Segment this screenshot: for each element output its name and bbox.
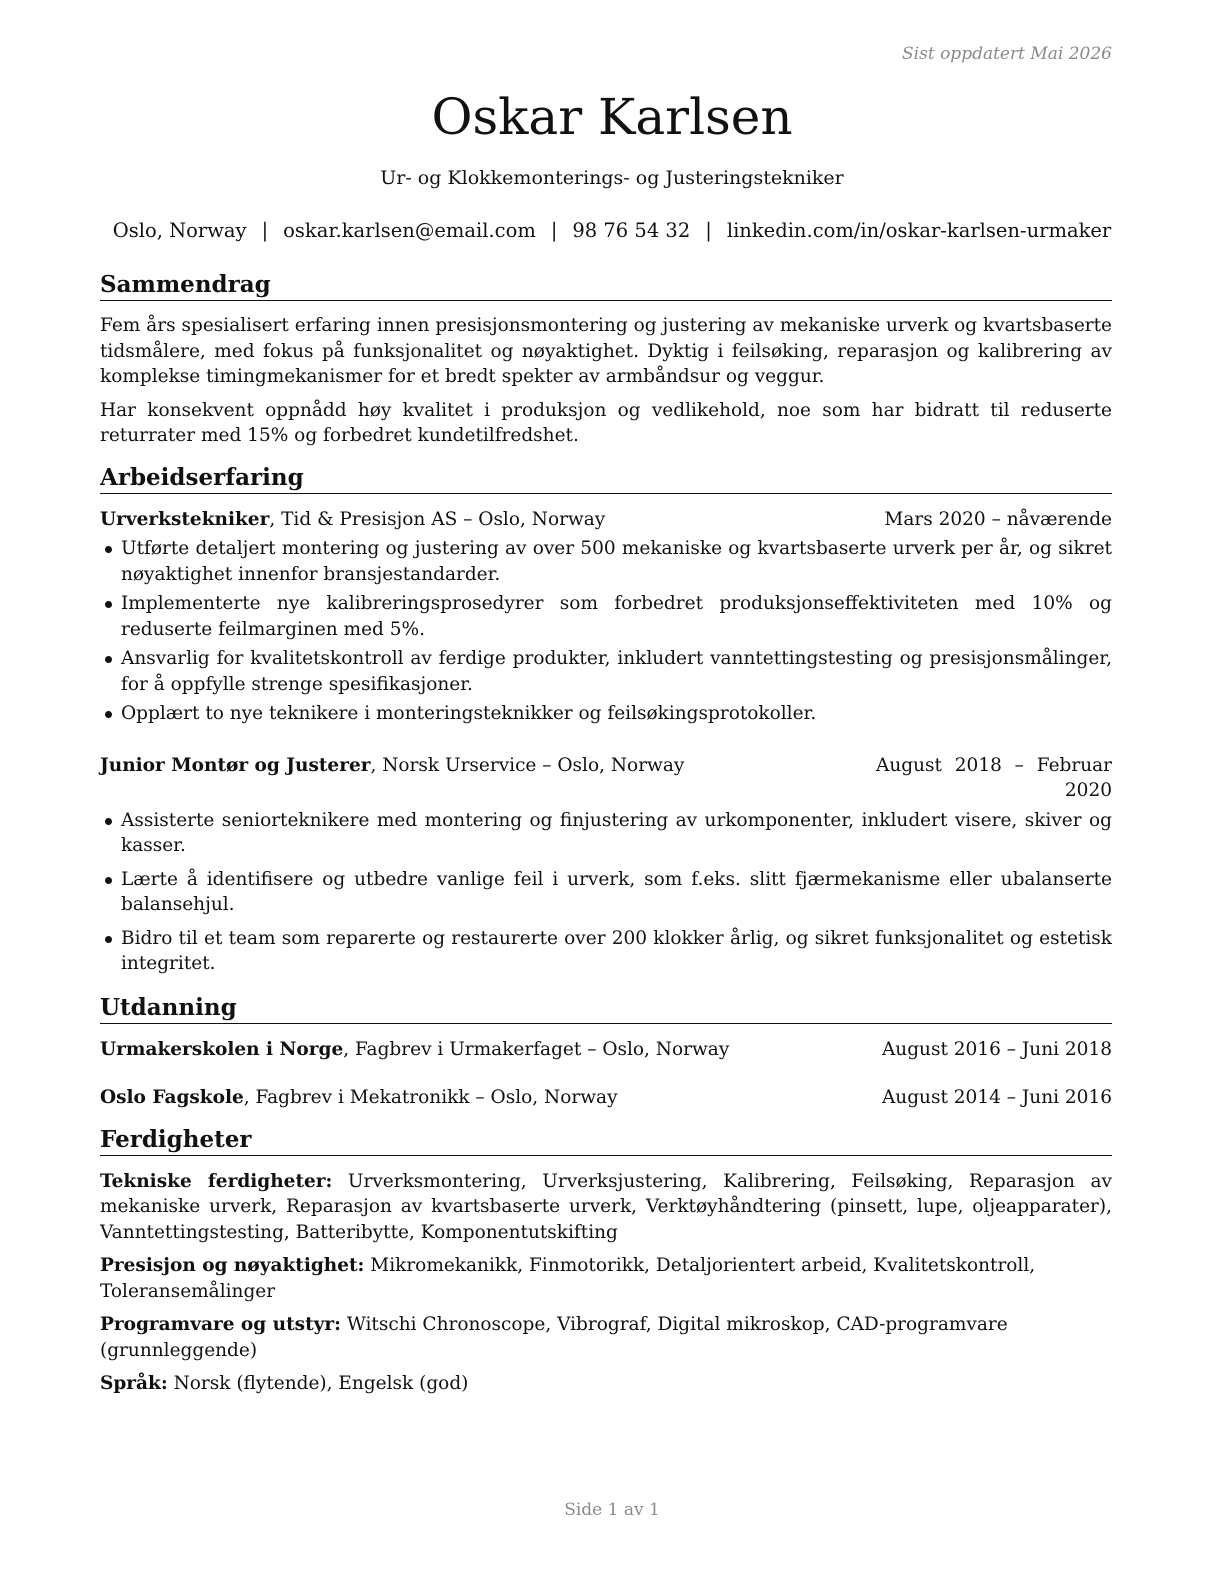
job-title-org bbox=[100, 507, 605, 533]
job-title-org bbox=[100, 753, 684, 804]
contact-separator: | bbox=[261, 219, 269, 242]
education-dates: August 2014 – Juni 2016 bbox=[881, 1087, 1112, 1108]
job-entry-header bbox=[100, 753, 1112, 804]
list-item: Opplært to nye teknikere i monteringsteknikker og feilsøkingsprotokoller. bbox=[100, 701, 1112, 727]
skill-value: Norsk (flytende), Engelsk (god) bbox=[173, 1373, 469, 1394]
contact-separator: | bbox=[550, 219, 558, 242]
list-item: Bidro til et team som reparerte og restaurerte over 200 klokker årlig, og sikret funksjonalitet og estetisk integritet. bbox=[100, 926, 1112, 977]
section-heading-summary: Sammendrag bbox=[100, 270, 1112, 301]
job-org: , Tid & Presisjon AS – Oslo, Norway bbox=[269, 508, 606, 530]
section-heading-experience: Arbeidserfaring bbox=[100, 463, 1112, 494]
summary-paragraph: Fem års spesialisert erfaring innen presisjonsmontering og justering av mekaniske urverk og kvartsbaserte tidsmålere, med fokus på funksjonalitet og nøyaktighet. Dyktig i feilsøking, reparasjon og kalibrering av komplekse timingmekanismer for et bredt spekter av armbåndsur og veggur. bbox=[100, 315, 1112, 387]
skill-label: Programvare og utstyr: bbox=[100, 1314, 341, 1335]
list-item: Utførte detaljert montering og justering av over 500 mekaniske og kvartsbaserte urverk per år, og sikret nøyaktighet innenfor bransjestandarder. bbox=[100, 536, 1112, 587]
education-detail: , Fagbrev i Urmakerfaget – Oslo, Norway bbox=[343, 1038, 730, 1060]
contact-line bbox=[0, 219, 1224, 242]
education-entry bbox=[100, 1085, 1112, 1111]
education-school-detail bbox=[100, 1085, 618, 1111]
list-item: Ansvarlig for kvalitetskontroll av ferdige produkter, inkludert vanntettingstesting og presisjonsmålinger, for å oppfylle strenge spesifikasjoner. bbox=[100, 646, 1112, 697]
last-updated: Sist oppdatert Mai 2026 bbox=[902, 44, 1112, 64]
skill-line bbox=[100, 1169, 1112, 1246]
contact-linkedin[interactable]: linkedin.com/in/oskar-karlsen-urmaker bbox=[726, 219, 1112, 242]
education-school-detail bbox=[100, 1037, 729, 1063]
skill-value: Urverksmontering, Urverksjustering, Kalibrering, Feilsøking, Reparasjon av mekaniske urverk, Reparasjon av kvartsbaserte urverk, Verktøyhåndtering (pinsett, lupe, oljeapparater), Vanntettingstesting, Batteribytte, Komponentutskifting bbox=[100, 1170, 1112, 1243]
job-dates: Mars 2020 – nåværende bbox=[884, 508, 1112, 530]
job-bullets bbox=[100, 808, 1112, 977]
skill-line bbox=[100, 1253, 1112, 1304]
job-bullets bbox=[100, 536, 1112, 727]
skill-value: Witschi Chronoscope, Vibrograf, Digital mikroskop, CAD-programvare (grunnleggende) bbox=[100, 1314, 1008, 1361]
section-heading-education: Utdanning bbox=[100, 993, 1112, 1024]
education-detail: , Fagbrev i Mekatronikk – Oslo, Norway bbox=[243, 1087, 618, 1108]
summary-paragraph: Har konsekvent oppnådd høy kvalitet i produksjon og vedlikehold, noe som har bidratt til reduserte returrater med 15% og forbedret kundetilfredshet. bbox=[100, 399, 1112, 446]
job-entry-header bbox=[100, 507, 1112, 533]
job-role: Urverkstekniker bbox=[100, 508, 270, 530]
skill-line bbox=[100, 1371, 1112, 1397]
skill-label: Presisjon og nøyaktighet: bbox=[100, 1255, 365, 1276]
education-school: Urmakerskolen i Norge bbox=[100, 1038, 344, 1060]
education-school: Oslo Fagskole bbox=[100, 1087, 244, 1108]
contact-location: Oslo, Norway bbox=[112, 219, 247, 242]
contact-separator: | bbox=[705, 219, 712, 242]
skill-line bbox=[100, 1312, 1112, 1363]
skill-label: Tekniske ferdigheter: bbox=[100, 1170, 333, 1192]
job-title: Ur- og Klokkemonterings- og Justeringstekniker bbox=[380, 167, 844, 189]
contact-phone[interactable]: 98 76 54 32 bbox=[572, 219, 691, 242]
list-item: Assisterte seniorteknikere med montering og finjustering av urkomponenter, inkludert visere, skiver og kasser. bbox=[100, 808, 1112, 859]
contact-email[interactable]: oskar.karlsen@email.com bbox=[283, 219, 536, 242]
skill-value: Mikromekanikk, Finmotorikk, Detaljorientert arbeid, Kvalitetskontroll, Toleransemålinger bbox=[100, 1255, 1036, 1302]
candidate-name: Oskar Karlsen bbox=[431, 88, 793, 146]
list-item: Implementerte nye kalibreringsprosedyrer som forbedret produksjonseffektiviteten med 10% og reduserte feilmarginen med 5%. bbox=[100, 591, 1112, 642]
section-heading-skills: Ferdigheter bbox=[100, 1125, 1112, 1156]
job-dates: August 2018 – Februar 2020 bbox=[876, 754, 1112, 801]
list-item: Lærte å identifisere og utbedre vanlige feil i urverk, som f.eks. slitt fjærmekanisme eller ubalanserte balansehjul. bbox=[100, 867, 1112, 918]
education-dates: August 2016 – Juni 2018 bbox=[881, 1038, 1112, 1060]
page-number: Side 1 av 1 bbox=[564, 1500, 660, 1520]
job-org: , Norsk Urservice – Oslo, Norway bbox=[370, 754, 685, 776]
skill-label: Språk: bbox=[100, 1373, 168, 1394]
education-entry bbox=[100, 1037, 1112, 1063]
job-role: Junior Montør og Justerer bbox=[100, 754, 371, 776]
resume-content bbox=[100, 270, 1112, 1397]
